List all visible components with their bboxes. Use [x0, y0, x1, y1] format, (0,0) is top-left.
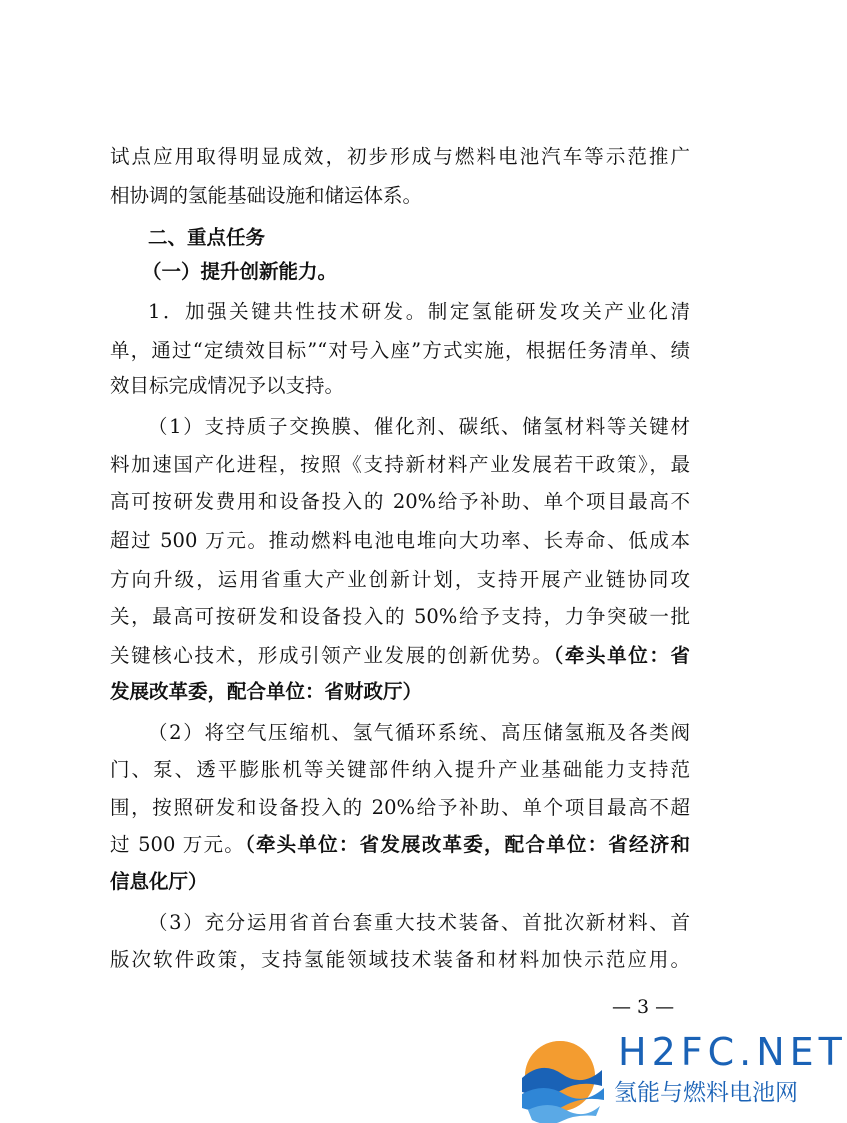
text-line [110, 869, 690, 895]
text-span: 过 500 万元。 [110, 833, 245, 856]
text-span: 关键核心技术，形成引领产业发展的创新优势。 [110, 644, 554, 667]
lead-unit-note: （牵头单位：省发展改革委，配合单位：省经济和 [244, 833, 690, 856]
text-line: 单，通过“定绩效目标”“对号入座”方式实施，根据任务清单、绩 [110, 339, 690, 362]
text-line: 门、泵、透平膨胀机等关键部件纳入提升产业基础能力支持范 [110, 758, 690, 781]
text-line: 围，按照研发和设备投入的 20%给予补助、单个项目最高不超 [110, 796, 690, 819]
text-line: 方向升级，运用省重大产业创新计划，支持开展产业链协同攻 [110, 568, 690, 591]
text-line: 高可按研发费用和设备投入的 20%给予补助、单个项目最高不 [110, 490, 690, 513]
page-number: — 3 — [612, 996, 675, 1018]
lead-unit-note: 发展改革委，配合单位：省财政厅） [110, 680, 423, 703]
text-line: 关，最高可按研发和设备投入的 50%给予支持，力争突破一批 [110, 605, 690, 628]
text-line [110, 832, 690, 858]
text-line: （3）充分运用省首台套重大技术装备、首批次新材料、首 [148, 911, 690, 934]
logo-emblem-icon [514, 1030, 610, 1123]
watermark-logo [514, 1030, 847, 1123]
text-line: 版次软件政策，支持氢能领域技术装备和材料加快示范应用。 [110, 948, 690, 971]
section-heading: 二、重点任务 [148, 226, 266, 249]
text-line: 1．加强关键共性技术研发。制定氢能研发攻关产业化清 [148, 300, 690, 323]
lead-unit-note: 信息化厅） [110, 870, 208, 893]
text-line: 试点应用取得明显成效，初步形成与燃料电池汽车等示范推广 [110, 145, 690, 168]
text-line [110, 643, 690, 669]
logo-subtitle: 氢能与燃料电池网 [614, 1080, 798, 1106]
text-line: 相协调的氢能基础设施和储运体系。 [110, 184, 423, 207]
text-line: （2）将空气压缩机、氢气循环系统、高压储氢瓶及各类阀 [148, 721, 690, 744]
text-line: 料加速国产化进程，按照《支持新材料产业发展若干政策》，最 [110, 453, 690, 476]
lead-unit-note: （牵头单位：省 [553, 644, 690, 667]
logo-title: H2FC.NET [618, 1030, 847, 1074]
text-line: 效目标完成情况予以支持。 [110, 374, 345, 397]
text-line: （1）支持质子交换膜、催化剂、碳纸、储氢材料等关键材 [148, 415, 690, 438]
text-line: 超过 500 万元。推动燃料电池电堆向大功率、长寿命、低成本 [110, 529, 690, 552]
subsection-heading: （一）提升创新能力。 [142, 260, 338, 283]
text-line [110, 679, 690, 705]
